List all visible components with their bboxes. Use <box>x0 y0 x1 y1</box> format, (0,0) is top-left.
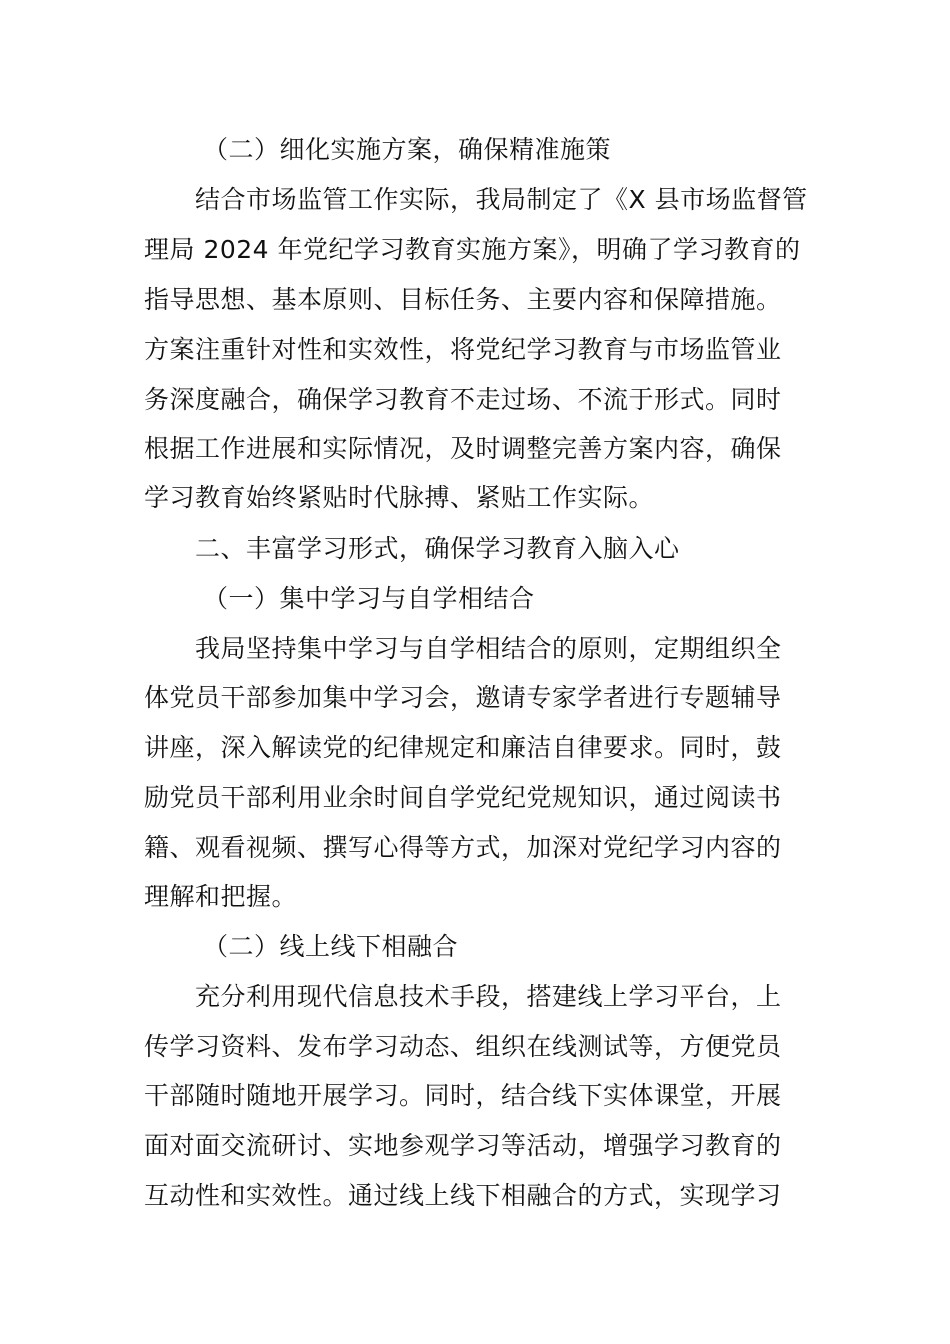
paragraph-line: 指导思想、基本原则、目标任务、主要内容和保障措施。 <box>144 285 782 314</box>
paragraph-line: 我局坚持集中学习与自学相结合的原则，定期组织全 <box>195 634 782 663</box>
paragraph-line: 学习教育始终紧贴时代脉搏、紧贴工作实际。 <box>144 483 655 512</box>
paragraph-line: 讲座，深入解读党的纪律规定和廉洁自律要求。同时，鼓 <box>144 733 782 762</box>
paragraph-line: 传学习资料、发布学习动态、组织在线测试等，方便党员 <box>144 1032 782 1061</box>
paragraph-line: 充分利用现代信息技术手段，搭建线上学习平台，上 <box>195 982 782 1011</box>
section-heading: （一）集中学习与自学相结合 <box>203 584 535 613</box>
paragraph-line: 籍、观看视频、撰写心得等方式，加深对党纪学习内容的 <box>144 833 782 862</box>
paragraph-line: 结合市场监管工作实际，我局制定了《X 县市场监督管 <box>195 185 808 214</box>
section-heading: （二）线上线下相融合 <box>203 932 459 961</box>
paragraph-line: 理解和把握。 <box>144 882 298 911</box>
paragraph-line: 励党员干部利用业余时间自学党纪党规知识，通过阅读书 <box>144 783 782 812</box>
paragraph-line: 方案注重针对性和实效性，将党纪学习教育与市场监管业 <box>144 335 782 364</box>
chapter-heading: 二、丰富学习形式，确保学习教育入脑入心 <box>195 534 680 563</box>
paragraph-line: 务深度融合，确保学习教育不走过场、不流于形式。同时 <box>144 385 782 414</box>
paragraph-line: 面对面交流研讨、实地参观学习等活动，增强学习教育的 <box>144 1131 782 1160</box>
paragraph-line: 体党员干部参加集中学习会，邀请专家学者进行专题辅导 <box>144 683 782 712</box>
paragraph-line: 互动性和实效性。通过线上线下相融合的方式，实现学习 <box>144 1181 782 1210</box>
paragraph-line: 理局 2024 年党纪学习教育实施方案》，明确了学习教育的 <box>144 235 801 264</box>
paragraph-line: 干部随时随地开展学习。同时，结合线下实体课堂，开展 <box>144 1081 782 1110</box>
section-heading: （二）细化实施方案，确保精准施策 <box>203 135 612 164</box>
paragraph-line: 根据工作进展和实际情况，及时调整完善方案内容，确保 <box>144 434 782 463</box>
